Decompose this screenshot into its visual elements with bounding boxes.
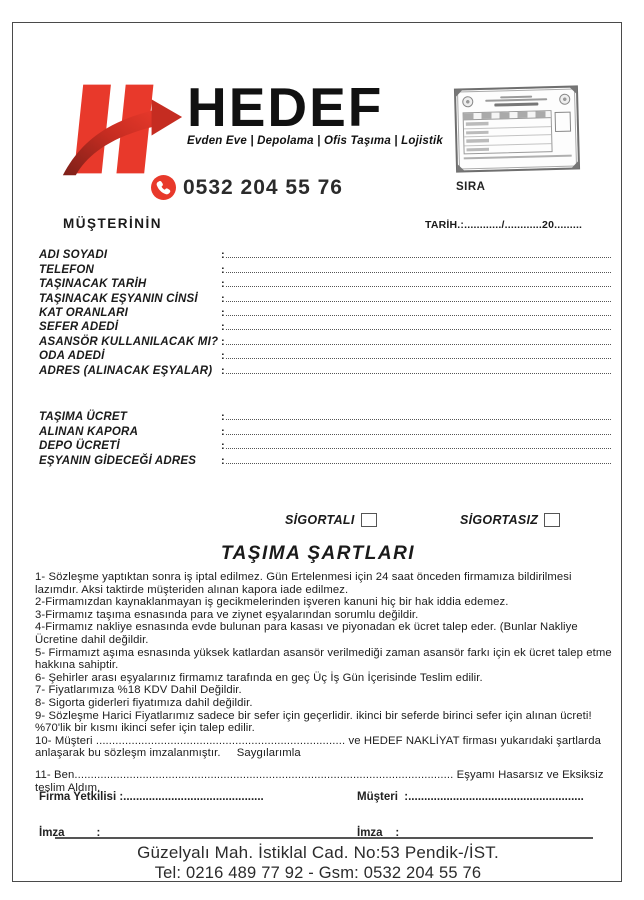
phone-icon xyxy=(151,175,176,200)
moving-fee-blank-line[interactable] xyxy=(226,419,611,420)
brand-name: HEDEF xyxy=(187,76,384,138)
field-row-move-date: TAŞINACAK TARİH : xyxy=(39,276,611,290)
destination-address-blank-line[interactable] xyxy=(226,463,611,464)
field-row-deposit: ALINAN KAPORA : xyxy=(39,423,611,437)
hedef-h-arrow-icon xyxy=(61,81,183,177)
uninsured-checkbox[interactable] xyxy=(544,513,560,527)
company-signature-field[interactable]: İmza : xyxy=(39,827,101,839)
certificate-emblem-right-icon xyxy=(559,94,570,105)
term-item-delivery-confirmation: 11- Ben..................................................................................................................... Eşyamı Hasarsız ve Eksiksiz teslim Aldım. xyxy=(35,768,604,794)
brand-tagline: Evden Eve | Depolama | Ofis Taşıma | Lojistik xyxy=(187,135,443,148)
term-item: 2-Firmamızdan kaynaklanmayan iş gecikmelerinden işveren kanuni hiç bir hak iddia edemez. xyxy=(35,596,509,609)
field-row-goods-type: TAŞINACAK EŞYANIN CİNSİ : xyxy=(39,290,611,304)
term-item: 10- Müşteri ............................................................................. ve HEDEF NAKLİYAT firması yukarıdaki şartlarda anlaşarak bu sözleşm imzalanmıştır. Saygılarımla xyxy=(35,734,602,760)
customer-fields xyxy=(39,247,611,377)
term-item: 5- Firmamızt aşıma esnasında yüksek katlardan asansör verilmediği zaman asansör farkı için ek ücret talep etme hakkına sahiptir. xyxy=(35,646,612,672)
uninsured-label: SİGORTASIZ xyxy=(460,513,539,527)
terms-list xyxy=(35,571,613,794)
pickup-address-blank-line[interactable] xyxy=(226,373,611,374)
term-item: 3-Firmamız taşıma esnasında para ve ziynet eşyalarından sorumlu değildir. xyxy=(35,608,419,621)
sira-label: SIRA xyxy=(456,181,486,193)
field-row-name: ADI SOYADI : xyxy=(39,247,611,261)
pricing-fields xyxy=(39,409,611,467)
field-row-destination-address: EŞYANIN GİDECEĞİ ADRES : xyxy=(39,452,611,466)
term-item: 7- Fiyatlarımıza %18 KDV Dahil Değildir. xyxy=(35,684,242,697)
floors-blank-line[interactable] xyxy=(226,315,611,316)
customer-section-heading: MÜŞTERİNİN xyxy=(63,216,162,231)
field-row-room-count: ODA ADEDİ : xyxy=(39,348,611,362)
field-row-pickup-address: ADRES (ALINACAK EŞYALAR) : xyxy=(39,362,611,376)
certificate-stamp xyxy=(454,85,580,172)
term-item: 6- Şehirler arası eşyalarınız firmamız tarafında en geç Üç İş Gün İçerisinde Teslim edilir. xyxy=(35,671,483,684)
phone-blank-line[interactable] xyxy=(226,272,611,273)
customer-signature-field[interactable]: İmza : xyxy=(357,827,400,839)
company-representative-field[interactable]: Firma Yetkilisi :............................................ xyxy=(39,791,264,803)
footer-divider xyxy=(55,837,593,839)
term-item: 4-Firmamız nakliye esnasında evde bulunan para kasası ve piyonadan ek ücret talep eder. (Bunlar Nakliye Ücretine dahil değildir. xyxy=(35,621,578,646)
insured-option xyxy=(285,513,377,527)
field-row-trip-count: SEFER ADEDİ : xyxy=(39,319,611,333)
form-sheet-border xyxy=(12,22,622,882)
certificate-photo-box xyxy=(555,112,572,132)
term-item: 9- Sözleşme Harici Fiyatlarımız sadece bir sefer için geçerlidir. ikinci bir seferde birinci sefer için alınan ücreti! %70'lik bir kısmı ikinci sefer için talep edilir. xyxy=(35,709,592,735)
field-row-elevator: ASANSÖR KULLANILACAK MI? : xyxy=(39,333,611,347)
header-phone-number: 0532 204 55 76 xyxy=(183,175,343,199)
certificate-table xyxy=(463,110,553,154)
certificate-emblem-left-icon xyxy=(462,96,473,107)
customer-name-field[interactable]: Müşteri :....................................................... xyxy=(357,791,584,803)
insured-checkbox[interactable] xyxy=(361,513,377,527)
move-date-blank-line[interactable] xyxy=(226,286,611,287)
footer-contact xyxy=(13,843,623,883)
name-blank-line[interactable] xyxy=(226,257,611,258)
brand-logo xyxy=(61,76,443,177)
trip-count-blank-line[interactable] xyxy=(226,329,611,330)
field-row-moving-fee: TAŞIMA ÜCRET : xyxy=(39,409,611,423)
field-row-floors: KAT ORANLARI : xyxy=(39,305,611,319)
field-row-storage-fee: DEPO ÜCRETİ : xyxy=(39,438,611,452)
insured-label: SİGORTALI xyxy=(285,513,355,527)
footer-address: Güzelyalı Mah. İstiklal Cad. No:53 Pendik-/İST. xyxy=(137,843,499,862)
date-field[interactable]: TARİH.:............/............20......... xyxy=(425,219,583,231)
deposit-blank-line[interactable] xyxy=(226,434,611,435)
field-row-phone: TELEFON : xyxy=(39,261,611,275)
term-item: 1- Sözleşme yaptıktan sonra iş iptal edilmez. Gün Ertelenmesi için 24 saat önceden firmamıza bildirilmesi lazımdır. Aksi taktirde müşteriden alınan kapora iade edilmez. xyxy=(35,571,572,596)
goods-type-blank-line[interactable] xyxy=(226,301,611,302)
term-item: 8- Sigorta giderleri fiyatımıza dahil değildir. xyxy=(35,696,253,709)
terms-title: TAŞIMA ŞARTLARI xyxy=(220,543,416,564)
footer-phones: Tel: 0216 489 77 92 - Gsm: 0532 204 55 76 xyxy=(154,864,482,882)
signature-name-row xyxy=(39,791,611,803)
storage-fee-blank-line[interactable] xyxy=(226,448,611,449)
room-count-blank-line[interactable] xyxy=(226,358,611,359)
uninsured-option xyxy=(460,513,560,527)
elevator-blank-line[interactable] xyxy=(226,344,611,345)
header-phone xyxy=(151,175,343,200)
